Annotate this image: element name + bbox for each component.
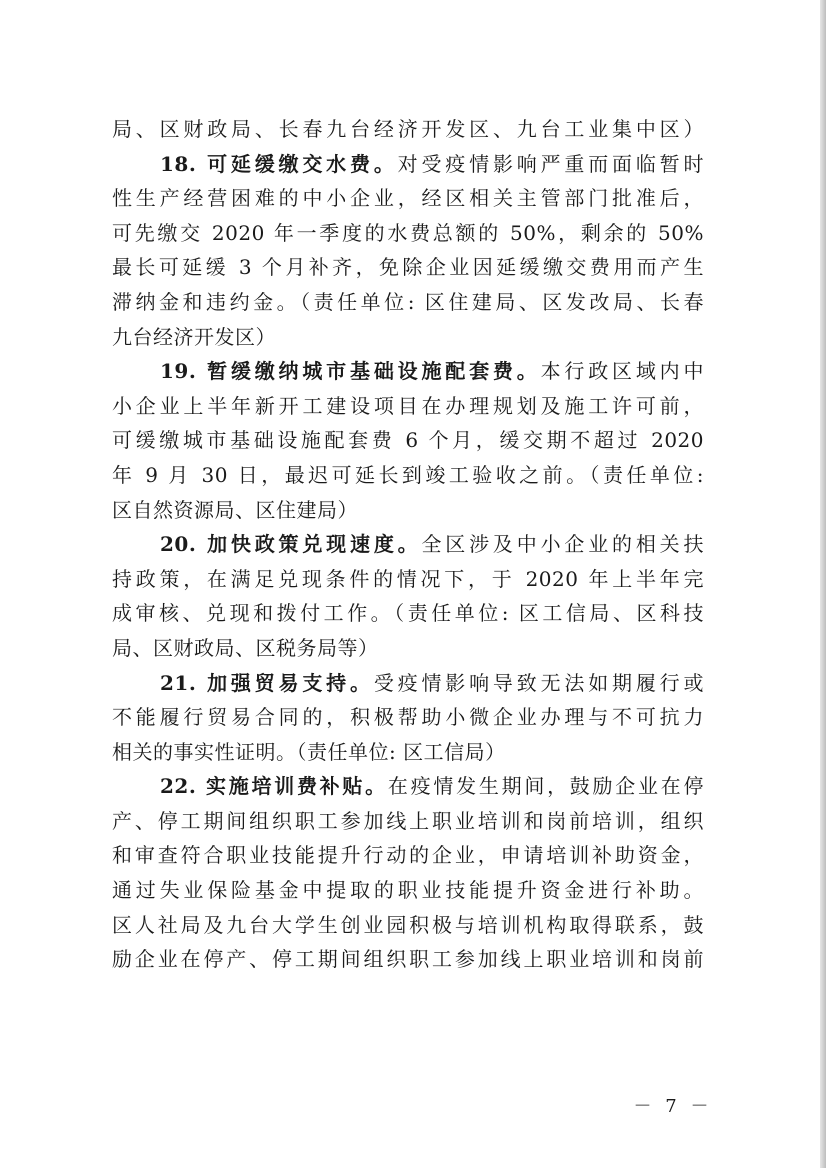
text-line: 和审查符合职业技能提升行动的企业，申请培训补助资金，: [112, 843, 704, 868]
text-line: 可先缴交 2020 年一季度的水费总额的 50%，剩余的 50%: [112, 220, 704, 245]
text-run: 对受疫情影响严重而面临暂时: [397, 151, 704, 176]
text-line: 局、区财政局、区税务局等）: [112, 635, 379, 660]
text-line: 产、停工期间组织职工参加线上职业培训和岗前培训，组织: [112, 808, 704, 833]
document-body: [112, 112, 704, 977]
text-line: 局、区财政局、长春九台经济开发区、九台工业集中区）: [112, 117, 704, 141]
paragraph-continuation: [112, 112, 704, 147]
text-line: [112, 666, 704, 701]
text-run: 受疫情影响导致无法如期履行或: [373, 670, 704, 695]
text-line: 小企业上半年新开工建设项目在办理规划及施工许可前，: [112, 393, 704, 418]
text-run: 本行政区域内中: [540, 359, 704, 384]
text-line: 成审核、兑现和拨付工作。（责任单位: 区工信局、区科技: [112, 601, 704, 626]
text-line: 区自然资源局、区住建局）: [112, 497, 358, 522]
page-number-text: － 7 －: [633, 1096, 713, 1117]
text-line: 不能履行贸易合同的，积极帮助小微企业办理与不可抗力: [112, 705, 704, 730]
text-line: [112, 527, 704, 562]
item-heading: 22. 实施培训费补贴。: [160, 774, 388, 799]
paragraph-item-20: [112, 527, 704, 665]
item-heading: 21. 加强贸易支持。: [160, 670, 374, 695]
text-line: 通过失业保险基金中提取的职业技能提升资金进行补助。: [112, 878, 704, 903]
text-line: 滞纳金和违约金。（责任单位: 区住建局、区发改局、长春: [112, 289, 704, 314]
item-heading: 20. 加快政策兑现速度。: [160, 532, 422, 557]
text-line: 区人社局及九台大学生创业园积极与培训机构取得联系，鼓: [112, 912, 704, 937]
paragraph-item-18: [112, 147, 704, 355]
paragraph-item-22: [112, 769, 704, 977]
text-line: 可缓缴城市基础设施配套费 6 个月，缓交期不超过 2020: [112, 428, 704, 453]
text-line: 年 9 月 30 日，最迟可延长到竣工验收之前。（责任单位:: [112, 462, 704, 487]
text-line: 持政策，在满足兑现条件的情况下，于 2020 年上半年完: [112, 566, 704, 591]
text-line: [112, 147, 704, 182]
text-line: 相关的事实性证明。（责任单位: 区工信局）: [112, 739, 506, 764]
text-line: 最长可延缓 3 个月补齐，免除企业因延缓缴交费用而产生: [112, 255, 704, 280]
text-line: 励企业在停产、停工期间组织职工参加线上职业培训和岗前: [112, 947, 704, 972]
text-line: 九台经济开发区）: [112, 324, 276, 349]
paragraph-item-21: [112, 666, 704, 770]
page-edge: [820, 0, 826, 1168]
paragraph-item-19: [112, 354, 704, 527]
text-line: [112, 769, 704, 804]
page-number: [0, 1092, 826, 1118]
text-line: 性生产经营困难的中小企业，经区相关主管部门批准后，: [112, 186, 704, 211]
text-run: 在疫情发生期间，鼓励企业在停: [387, 774, 704, 799]
text-run: 全区涉及中小企业的相关扶: [421, 532, 704, 557]
text-line: [112, 354, 704, 389]
item-heading: 19. 暂缓缴纳城市基础设施配套费。: [160, 359, 541, 384]
item-heading: 18. 可延缓缴交水费。: [160, 151, 398, 176]
